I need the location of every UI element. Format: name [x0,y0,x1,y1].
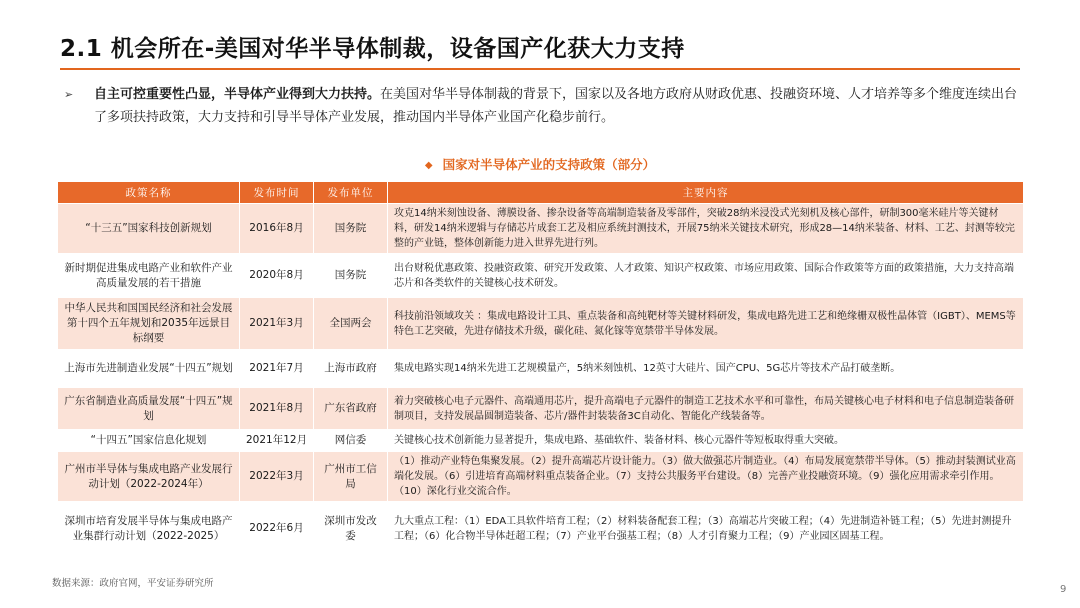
page-title: 2.1 机会所在-美国对华半导体制裁，设备国产化获大力支持 [60,36,685,62]
release-date: 2021年7月 [240,350,314,388]
summary-text [94,83,1024,129]
header-main-content: 主要内容 [388,182,1024,204]
table-row [58,452,1024,502]
title-bar [60,30,1020,63]
release-date: 2016年8月 [240,204,314,254]
table-header-row [58,182,1024,204]
release-date: 2021年3月 [240,298,314,350]
table-caption [0,155,1080,173]
table-row [58,254,1024,298]
header-issuer: 发布单位 [314,182,388,204]
main-content: 科技前沿领域攻关 ：集成电路设计工具、重点装备和高纯靶材等关键材料研发，集成电路先进工艺和绝缘栅双极性晶体管（IGBT）、MEMS等特色工艺突破，先进存储技术升级，碳化硅、氮化镓等宽禁带半导体发展。 [388,298,1024,350]
page-number: 9 [1060,584,1067,595]
table-row [58,204,1024,254]
release-date: 2022年6月 [240,502,314,556]
summary-paragraph [64,83,1024,129]
issuer: 国务院 [314,204,388,254]
release-date: 2021年12月 [240,430,314,452]
title-divider [60,68,1020,70]
main-content: （1）推动产业特色集聚发展。（2）提升高端芯片设计能力。（3）做大做强芯片制造业。（4）布局发展宽禁带半导体。（5）推动封装测试业高端化发展。（6）引进培育高端材料重点装备企业。（7）支持公共服务平台建设。（8）完善产业投融资环境。（9）强化应用需求牵引作用。（10）深化行业交流合作。 [388,452,1024,502]
issuer: 网信委 [314,430,388,452]
summary-bold-lead: 自主可控重要性凸显，半导体产业得到大力扶持。 [94,87,381,102]
release-date: 2021年8月 [240,388,314,430]
issuer: 上海市政府 [314,350,388,388]
summary-body: 在美国对华半导体制裁的背景下，国家以及各地方政府从财政优惠、投融资环境、人才培养等多个维度连续出台了多项扶持政策，大力支持和引导半导体产业发展，推动国内半导体产业国产化稳步前行。 [94,87,1018,125]
main-content: 出台财税优惠政策、投融资政策、研究开发政策、人才政策、知识产权政策、市场应用政策、国际合作政策等方面的政策措施，大力支持高端芯片和各类软件的关键核心技术研发。 [388,254,1024,298]
policy-name: 广州市半导体与集成电路产业发展行动计划（2022-2024年） [58,452,240,502]
issuer: 国务院 [314,254,388,298]
main-content: 九大重点工程：（1）EDA工具软件培育工程；（2）材料装备配套工程；（3）高端芯片突破工程；（4）先进制造补链工程；（5）先进封测提升工程；（6）化合物半导体赶超工程；（7）产业平台强基工程；（8）人才引育聚力工程；（9）产业园区固基工程。 [388,502,1024,556]
policy-name: 深圳市培育发展半导体与集成电路产业集群行动计划（2022-2025） [58,502,240,556]
main-content: 关键核心技术创新能力显著提升，集成电路、基础软件、装备材料、核心元器件等短板取得重大突破。 [388,430,1024,452]
policy-name: 新时期促进集成电路产业和软件产业高质量发展的若干措施 [58,254,240,298]
policy-name: “十三五”国家科技创新规划 [58,204,240,254]
table-caption-text: 国家对半导体产业的支持政策（部分） [442,157,656,172]
release-date: 2020年8月 [240,254,314,298]
policy-name: 中华人民共和国国民经济和社会发展第十四个五年规划和2035年远景目标纲要 [58,298,240,350]
release-date: 2022年3月 [240,452,314,502]
main-content: 集成电路实现14纳米先进工艺规模量产，5纳米刻蚀机、12英寸大硅片、国产CPU、5G芯片等技术产品打破垄断。 [388,350,1024,388]
diamond-icon: ◆ [424,160,433,171]
issuer: 广州市工信局 [314,452,388,502]
issuer: 广东省政府 [314,388,388,430]
main-content: 着力突破核心电子元器件、高端通用芯片，提升高端电子元器件的制造工艺技术水平和可靠性，布局关键核心电子材料和电子信息制造装备研制项目，支持发展晶圆制造装备、芯片/器件封装装备3C自动化、智能化产线装备等。 [388,388,1024,430]
table-row [58,430,1024,452]
issuer: 全国两会 [314,298,388,350]
main-content: 攻克14纳米刻蚀设备、薄膜设备、掺杂设备等高端制造装备及零部件，突破28纳米浸没式光刻机及核心部件，研制300毫米硅片等关键材料，研发14纳米逻辑与存储芯片成套工艺及相应系统封测技术，开展75纳米关键技术研究，形成28—14纳米装备、材料、工艺、封测等较完整的产业链，整体创新能力进入世界先进行列。 [388,204,1024,254]
table-row [58,502,1024,556]
table-row [58,298,1024,350]
policy-name: “十四五”国家信息化规划 [58,430,240,452]
table-row [58,350,1024,388]
policy-table [57,181,1024,556]
issuer: 深圳市发改委 [314,502,388,556]
policy-name: 广东省制造业高质量发展“十四五”规划 [58,388,240,430]
bullet-arrow-icon: ➢ [64,88,74,101]
policy-name: 上海市先进制造业发展“十四五”规划 [58,350,240,388]
header-release-date: 发布时间 [240,182,314,204]
table-row [58,388,1024,430]
data-source-note: 数据来源：政府官网，平安证券研究所 [52,578,214,589]
header-policy-name: 政策名称 [58,182,240,204]
